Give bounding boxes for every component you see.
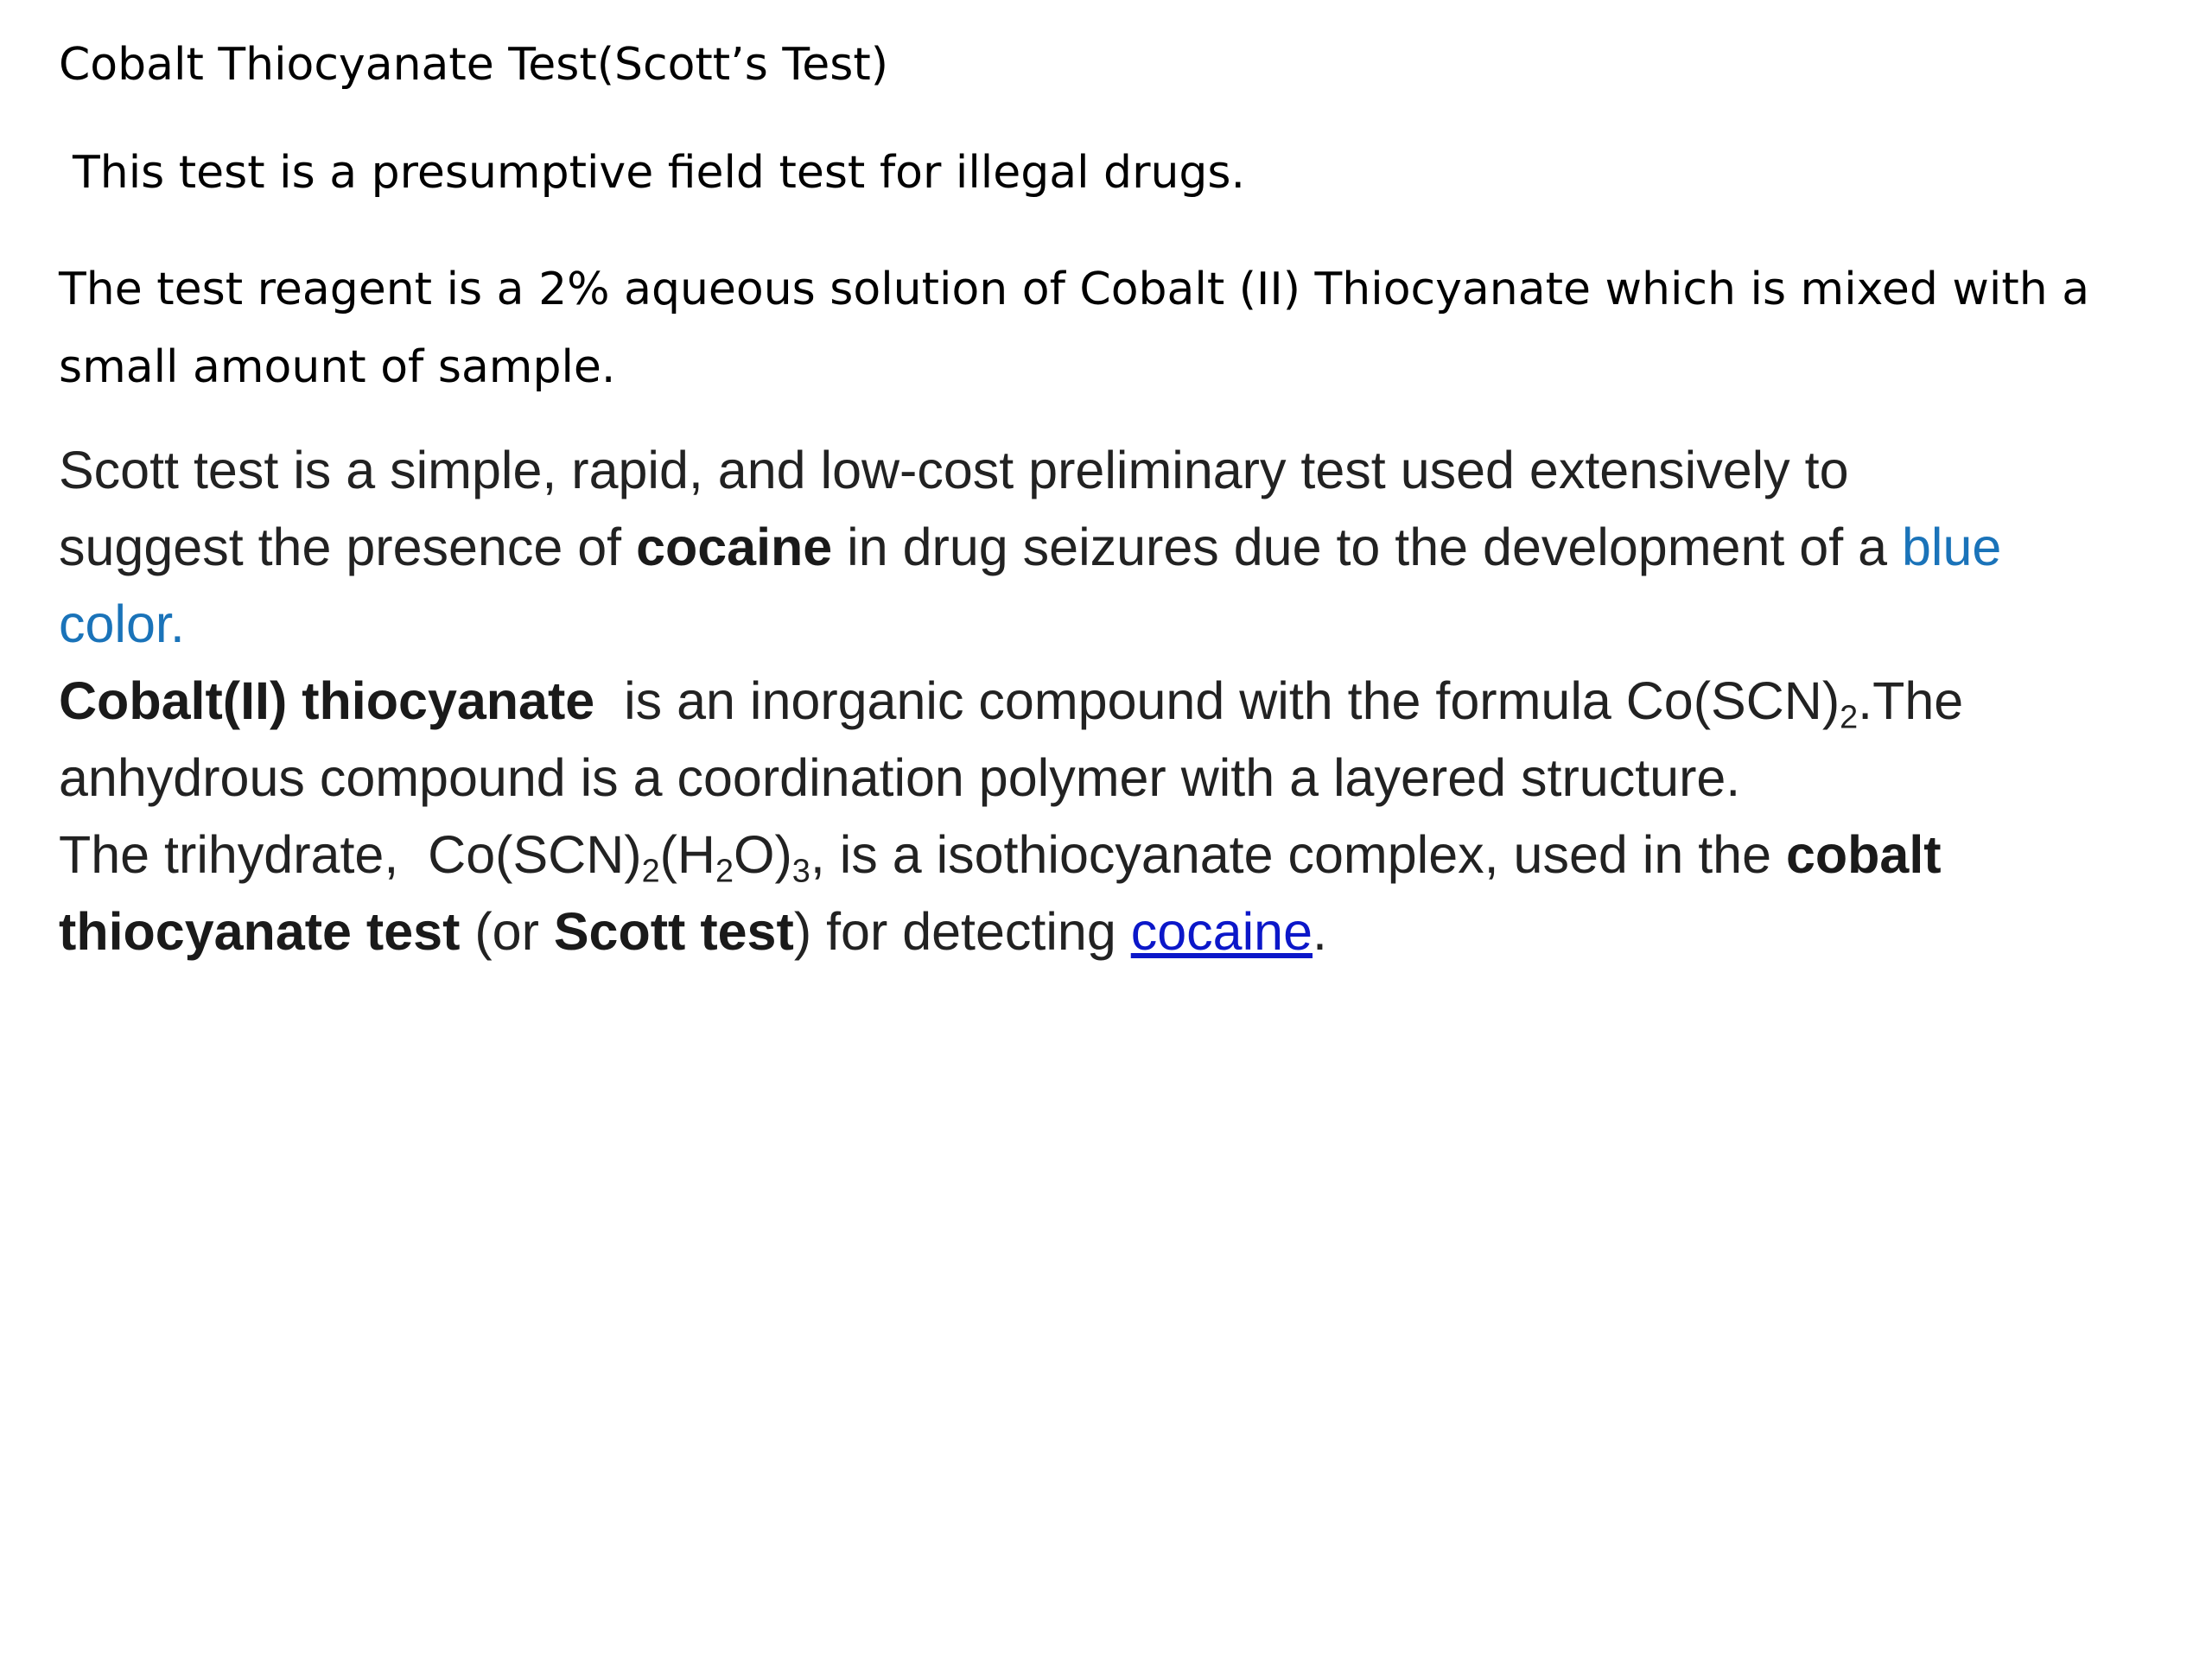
- compound-line-2: anhydrous compound is a coordination polymer with a layered structure.: [59, 748, 1741, 807]
- scott-test-bold: Scott test: [553, 902, 794, 961]
- trihydrate-line-1: The trihydrate, $Co(SCN)_2(H_2O)_3$, is a isothiocyanate complex, used in the cobalt: [59, 825, 1942, 890]
- color-word: color.: [59, 594, 185, 653]
- reagent-text: The test reagent is a 2% aqueous solution of Cobalt (II) Thiocyanate which is mixed with a small amount of sample.: [59, 264, 2090, 393]
- details-block: [59, 432, 2193, 970]
- scott-line-3: [59, 586, 2193, 663]
- scott-line-2: suggest the presence of cocaine in drug seizures due to the development of a blue: [59, 518, 2002, 576]
- cocaine-link[interactable]: cocaine: [1130, 902, 1313, 961]
- compound-line-1: Cobalt(II) thiocyanate is an inorganic compound with the formula $Co(SCN)_2.The$: [59, 671, 1964, 736]
- slide-title: Cobalt Thiocyanate Test(Scott’s Test): [59, 39, 889, 91]
- cocaine-bold: cocaine: [636, 518, 833, 576]
- thiocyanate-test-bold: thiocyanate test: [59, 902, 461, 961]
- scott-line-1: Scott test is a simple, rapid, and low-cost preliminary test used extensively to: [59, 441, 1849, 499]
- compound-name-bold: Cobalt(II) thiocyanate: [59, 671, 595, 730]
- intro-text: This test is a presumptive field test for illegal drugs.: [73, 147, 1246, 199]
- cobalt-bold: cobalt: [1785, 825, 1942, 884]
- blue-word: blue: [1901, 518, 2002, 576]
- trihydrate-line-2: thiocyanate test (or Scott test) for detecting cocaine.: [59, 902, 1327, 961]
